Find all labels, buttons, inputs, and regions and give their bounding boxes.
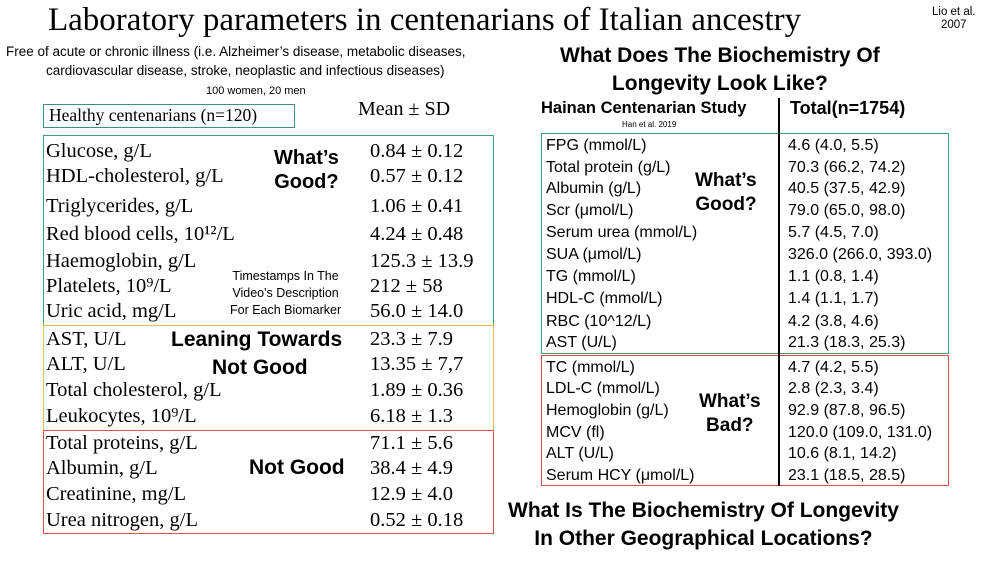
right-table-row [0, 288, 1000, 309]
left-row-value: 0.57 ± 0.12 [370, 165, 464, 187]
right-whats-bad-line-1: What’s [699, 391, 761, 412]
left-row-value: 23.3 ± 7.9 [370, 328, 454, 350]
right-table-row [0, 266, 1000, 287]
right-row-value: 2.8 (2.3, 3.4) [788, 380, 879, 397]
right-row-name: TC (mmol/L) [546, 359, 635, 376]
right-row-value: 4.6 (4.0, 5.5) [788, 137, 879, 154]
not-good-label: Not Good [249, 456, 345, 479]
right-table-row [0, 465, 1000, 486]
left-row-name: HDL-cholesterol, g/L [46, 165, 224, 187]
right-table-row [0, 135, 1000, 156]
right-row-value: 120.0 (109.0, 131.0) [788, 424, 933, 441]
left-row-value: 12.9 ± 4.0 [370, 483, 454, 505]
right-row-name: Total protein (g/L) [546, 159, 671, 176]
right-row-name: AST (U/L) [546, 334, 617, 351]
right-table-row [0, 332, 1000, 353]
right-row-name: Serum HCY (μmol/L) [546, 467, 695, 484]
right-row-value: 4.2 (3.8, 4.6) [788, 313, 879, 330]
page-title: Laboratory parameters in centenarians of Italian ancestry [48, 2, 802, 38]
left-row-value: 125.3 ± 13.9 [370, 250, 474, 272]
left-row-name: Uric acid, mg/L [46, 300, 177, 322]
citation [932, 6, 975, 32]
right-row-value: 79.0 (65.0, 98.0) [788, 202, 906, 219]
leaning-towards-label: Leaning Towards [171, 328, 343, 351]
right-table-row [0, 357, 1000, 378]
bottom-question [508, 497, 899, 553]
right-row-name: Hemoglobin (g/L) [546, 402, 669, 419]
left-row-value: 212 ± 58 [370, 275, 443, 297]
right-header-divider [778, 98, 780, 135]
right-table-row [0, 244, 1000, 265]
right-row-value: 10.6 (8.1, 14.2) [788, 445, 897, 462]
right-row-value: 5.7 (4.5, 7.0) [788, 224, 879, 241]
right-whats-bad-line-2: Bad? [706, 415, 754, 436]
right-table-row [0, 400, 1000, 421]
bottom-question-line-2: In Other Geographical Locations? [534, 527, 873, 550]
right-table-row [0, 200, 1000, 221]
right-title-line-1: What Does The Biochemistry Of [560, 44, 880, 67]
right-row-name: FPG (mmol/L) [546, 137, 647, 154]
right-whats-good-line-2: Good? [695, 194, 757, 215]
left-row-name: Leukocytes, 10⁹/L [46, 405, 197, 427]
left-row-name: Haemoglobin, g/L [46, 250, 197, 272]
right-table-header-total: Total(n=1754) [790, 98, 906, 118]
right-whats-good-label [695, 169, 757, 217]
right-row-name: TG (mmol/L) [546, 268, 636, 285]
left-row-name: AST, U/L [46, 328, 127, 350]
left-row-value: 0.52 ± 0.18 [370, 509, 464, 531]
right-row-name: LDL-C (mmol/L) [546, 380, 660, 397]
right-row-name: Serum urea (mmol/L) [546, 224, 698, 241]
left-row-name: Glucose, g/L [46, 140, 152, 162]
right-row-value: 1.4 (1.1, 1.7) [788, 290, 879, 307]
left-row-value: 71.1 ± 5.6 [370, 432, 454, 454]
right-table-row [0, 222, 1000, 243]
right-row-name: Albumin (g/L) [546, 180, 642, 197]
right-row-value: 70.3 (66.2, 74.2) [788, 159, 906, 176]
left-table-value-header: Mean ± SD [358, 98, 451, 120]
right-table-row [0, 443, 1000, 464]
right-table-row [0, 178, 1000, 199]
left-row-value: 6.18 ± 1.3 [370, 405, 454, 427]
right-row-value: 1.1 (0.8, 1.4) [788, 268, 879, 285]
right-row-value: 40.5 (37.5, 42.9) [788, 180, 906, 197]
left-row-name: ALT, U/L [46, 353, 126, 375]
left-table-row [0, 508, 500, 532]
left-row-value: 56.0 ± 14.0 [370, 300, 464, 322]
timestamps-note-line-1: Timestamps In The [232, 269, 339, 283]
bottom-question-line-1: What Is The Biochemistry Of Longevity [508, 499, 899, 522]
left-row-name: Total proteins, g/L [46, 432, 198, 454]
right-table-row [0, 311, 1000, 332]
timestamps-note-line-2: Video's Description [232, 286, 339, 300]
not-good-label-leaning: Not Good [212, 356, 308, 379]
right-table-row [0, 157, 1000, 178]
right-row-name: RBC (10^12/L) [546, 313, 652, 330]
right-table-row [0, 422, 1000, 443]
right-row-name: MCV (fl) [546, 424, 605, 441]
right-row-name: HDL-C (mmol/L) [546, 290, 663, 307]
left-row-name: Red blood cells, 10¹²/L [46, 223, 235, 245]
left-row-name: Creatinine, mg/L [46, 483, 187, 505]
right-row-value: 92.9 (87.8, 96.5) [788, 402, 906, 419]
right-table-header-citation: Han et al. 2019 [622, 120, 677, 129]
right-row-value: 21.3 (18.3, 25.3) [788, 334, 906, 351]
right-table-row [0, 378, 1000, 399]
left-whats-good-line-1: What’s [274, 147, 339, 169]
left-row-value: 0.84 ± 0.12 [370, 140, 464, 162]
left-whats-good-line-2: Good? [274, 171, 339, 193]
right-row-name: Scr (μmol/L) [546, 202, 634, 219]
right-row-name: ALT (U/L) [546, 445, 614, 462]
left-row-value: 4.24 ± 0.48 [370, 223, 464, 245]
left-row-name: Platelets, 10⁹/L [46, 275, 172, 297]
left-row-name: Albumin, g/L [46, 457, 158, 479]
right-row-value: 4.7 (4.2, 5.5) [788, 359, 879, 376]
citation-authors: Lio et al. [932, 6, 976, 18]
right-whats-bad-label [699, 390, 761, 438]
right-title-line-2: Longevity Look Like? [611, 72, 828, 95]
citation-year: 2007 [940, 19, 967, 31]
left-row-value: 13.35 ± 7,7 [370, 353, 464, 375]
subtitle-line-1: Free of acute or chronic illness (i.e. Alzheimer’s disease, metabolic diseases, [6, 44, 466, 59]
right-row-value: 23.1 (18.5, 28.5) [788, 467, 906, 484]
left-row-name: Urea nitrogen, g/L [46, 509, 198, 531]
right-row-value: 326.0 (266.0, 393.0) [788, 246, 933, 263]
subtitle-line-2: cardiovascular disease, stroke, neoplastic and infectious diseases) [46, 63, 445, 78]
left-row-value: 1.89 ± 0.36 [370, 379, 464, 401]
left-table-header-label: Healthy centenarians (n=120) [49, 105, 258, 125]
right-section-title [560, 42, 880, 98]
left-row-name: Triglycerides, g/L [46, 195, 194, 217]
left-row-value: 1.06 ± 0.41 [370, 195, 464, 217]
right-row-name: SUA (μmol/L) [546, 246, 642, 263]
right-table-header-study: Hainan Centenarian Study [541, 99, 747, 117]
subtitle-line-3: 100 women, 20 men [206, 85, 306, 97]
left-row-value: 38.4 ± 4.9 [370, 457, 454, 479]
right-whats-good-line-1: What’s [695, 170, 757, 191]
left-row-name: Total cholesterol, g/L [46, 379, 222, 401]
timestamps-note-line-3: For Each Biomarker [230, 303, 342, 317]
